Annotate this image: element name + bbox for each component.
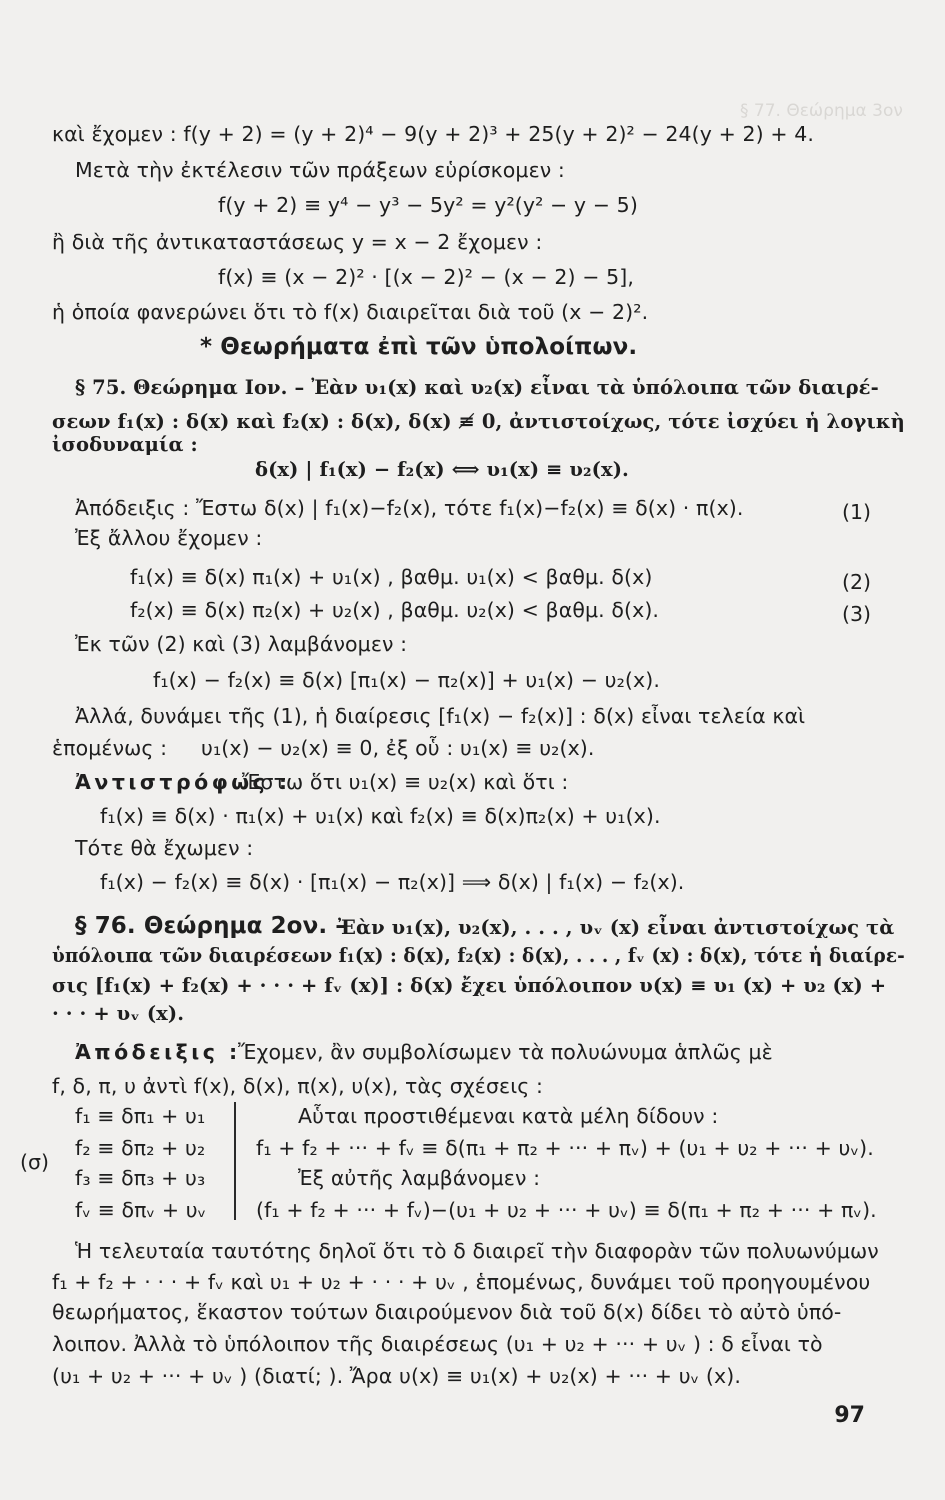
proof-line: Ἐξ αὐτῆς λαμβάνομεν :	[298, 1166, 541, 1190]
proof-line: Ἐκ τῶν (2) καὶ (3) λαμβάνομεν :	[75, 632, 408, 656]
equation: f₁(x) ≡ δ(x) · π₁(x) + υ₁(x) καὶ f₂(x) ≡ δ(x)π₂(x) + υ₁(x).	[100, 804, 661, 828]
theorem-2-statement: ὑπόλοιπα τῶν διαιρέσεων f₁(x) : δ(x), f₂(x) : δ(x), . . . , fᵥ (x) : δ(x), τότε ἡ διαίρε-	[52, 944, 905, 967]
theorem-2-statement: Ἐὰν υ₁(x), υ₂(x), . . . , υᵥ (x) εἶναι ἀντιστοίχως τὰ	[338, 916, 895, 939]
proof-line: Ἀλλά, δυνάμει τῆς (1), ἡ διαίρεσις [f₁(x) − f₂(x)] : δ(x) εἶναι τελεία καὶ	[75, 704, 806, 728]
page-number: 97	[834, 1403, 865, 1428]
equation: f₁(x) − f₂(x) ≡ δ(x) · [π₁(x) − π₂(x)] ⟹ δ(x) | f₁(x) − f₂(x).	[100, 870, 685, 894]
text-line: Μετὰ τὴν ἐκτέλεσιν τῶν πράξεων εὑρίσκομεν :	[75, 158, 565, 182]
proof-line: f, δ, π, υ ἀντὶ f(x), δ(x), π(x), υ(x), τὰς σχέσεις :	[52, 1074, 544, 1098]
divider	[234, 1102, 236, 1220]
theorem-1-equivalence: δ(x) | f₁(x) − f₂(x) ⟺ υ₁(x) ≡ υ₂(x).	[255, 458, 629, 481]
text-line: f₁ + f₂ + · · · + fᵥ καὶ υ₁ + υ₂ + · · · + υᵥ , ἑπομένως, δυνάμει τοῦ προηγουμένου	[52, 1270, 871, 1294]
equation: f₂ ≡ δπ₂ + υ₂	[75, 1136, 206, 1160]
equation: f₂(x) ≡ δ(x) π₂(x) + υ₂(x) , βαθμ. υ₂(x) < βαθμ. δ(x).	[130, 598, 660, 622]
text-line: Ἡ τελευταία ταυτότης δηλοῖ ὅτι τὸ δ διαιρεῖ τὴν διαφορὰν τῶν πολυωνύμων	[75, 1239, 879, 1263]
proof-line: Ἐξ ἄλλου ἔχομεν :	[75, 526, 263, 550]
bleed-through-text: § 77. Θεώρημα 3ον	[740, 101, 903, 121]
text-line: καὶ ἔχομεν : f(y + 2) = (y + 2)⁴ − 9(y + 2)³ + 25(y + 2)² − 24(y + 2) + 4.	[52, 122, 815, 146]
proof-line: Ἀπόδειξις : Ἔστω δ(x) | f₁(x)−f₂(x), τότε f₁(x)−f₂(x) ≡ δ(x) · π(x).	[75, 496, 744, 520]
text-line: ἡ ὁποία φανερώνει ὅτι τὸ f(x) διαιρεῖται διὰ τοῦ (x − 2)².	[52, 300, 649, 324]
text-line: θεωρήματος, ἕκαστον τούτων διαιρούμενον διὰ τοῦ δ(x) δίδει τὸ αὐτὸ ὑπό-	[52, 1300, 842, 1324]
text-line: ἢ διὰ τῆς ἀντικαταστάσεως y = x − 2 ἔχομεν :	[52, 230, 543, 254]
proof-line: Ἔστω ὅτι υ₁(x) ≡ υ₂(x) καὶ ὅτι :	[242, 770, 569, 794]
equation-number: (1)	[842, 500, 872, 524]
theorem-2-heading: § 76. Θεώρημα 2ον. –	[75, 913, 347, 939]
proof-line: Αὗται προστιθέμεναι κατὰ μέλη δίδουν :	[298, 1104, 719, 1128]
proof-line: Τότε θὰ ἔχωμεν :	[75, 836, 254, 860]
text-line: λοιπον. Ἀλλὰ τὸ ὑπόλοιπον τῆς διαιρέσεως (υ₁ + υ₂ + ··· + υᵥ ) : δ εἶναι τὸ	[52, 1332, 823, 1356]
equation: f₁(x) ≡ δ(x) π₁(x) + υ₁(x) , βαθμ. υ₁(x) < βαθμ. δ(x)	[130, 565, 653, 589]
equation: f(y + 2) ≡ y⁴ − y³ − 5y² = y²(y² − y − 5)	[218, 193, 638, 217]
theorem-2-statement: · · · + υᵥ (x).	[52, 1002, 185, 1025]
equation: f₁ ≡ δπ₁ + υ₁	[75, 1104, 206, 1128]
equation: (f₁ + f₂ + ··· + fᵥ)−(υ₁ + υ₂ + ··· + υᵥ) ≡ δ(π₁ + π₂ + ··· + πᵥ).	[256, 1198, 877, 1222]
equation: f₃ ≡ δπ₃ + υ₃	[75, 1166, 206, 1190]
equation-number: (3)	[842, 602, 872, 626]
proof-line: ἑπομένως :	[52, 736, 168, 760]
equation: f(x) ≡ (x − 2)² · [(x − 2)² − (x − 2) − 5],	[218, 265, 634, 289]
proof-label: Ἀπόδειξις :	[75, 1040, 241, 1064]
proof-line: Ἔχομεν, ἂν συμβολίσωμεν τὰ πολυώνυμα ἁπλῶς μὲ	[238, 1040, 773, 1064]
theorem-1-statement: σεων f₁(x) : δ(x) καὶ f₂(x) : δ(x), δ(x) ≢ 0, ἀντιστοίχως, τότε ἰσχύει ἡ λογικὴ	[52, 410, 905, 433]
theorem-2-statement: σις [f₁(x) + f₂(x) + · · · + fᵥ (x)] : δ(x) ἔχει ὑπόλοιπον υ(x) ≡ υ₁ (x) + υ₂ (x) +	[52, 974, 887, 997]
theorem-1-statement: ἰσοδυναμία :	[52, 433, 198, 456]
equation: fᵥ ≡ δπᵥ + υᵥ	[75, 1198, 207, 1222]
equation: f₁ + f₂ + ··· + fᵥ ≡ δ(π₁ + π₂ + ··· + πᵥ) + (υ₁ + υ₂ + ··· + υᵥ).	[256, 1136, 874, 1160]
converse-label: Ἀντιστρόφως :	[75, 770, 291, 794]
section-heading: * Θεωρήματα ἐπὶ τῶν ὑπολοίπων.	[200, 334, 638, 360]
theorem-1-statement: § 75. Θεώρημα Ιον. – Ἐὰν υ₁(x) καὶ υ₂(x) εἶναι τὰ ὑπόλοιπα τῶν διαιρέ-	[75, 376, 879, 399]
system-label: (σ)	[20, 1150, 49, 1174]
equation: υ₁(x) − υ₂(x) ≡ 0, ἐξ οὗ : υ₁(x) ≡ υ₂(x).	[201, 736, 595, 760]
text-line: (υ₁ + υ₂ + ··· + υᵥ ) (διατί; ). Ἄρα υ(x) ≡ υ₁(x) + υ₂(x) + ··· + υᵥ (x).	[52, 1364, 741, 1388]
equation: f₁(x) − f₂(x) ≡ δ(x) [π₁(x) − π₂(x)] + υ₁(x) − υ₂(x).	[153, 668, 660, 692]
equation-number: (2)	[842, 570, 872, 594]
